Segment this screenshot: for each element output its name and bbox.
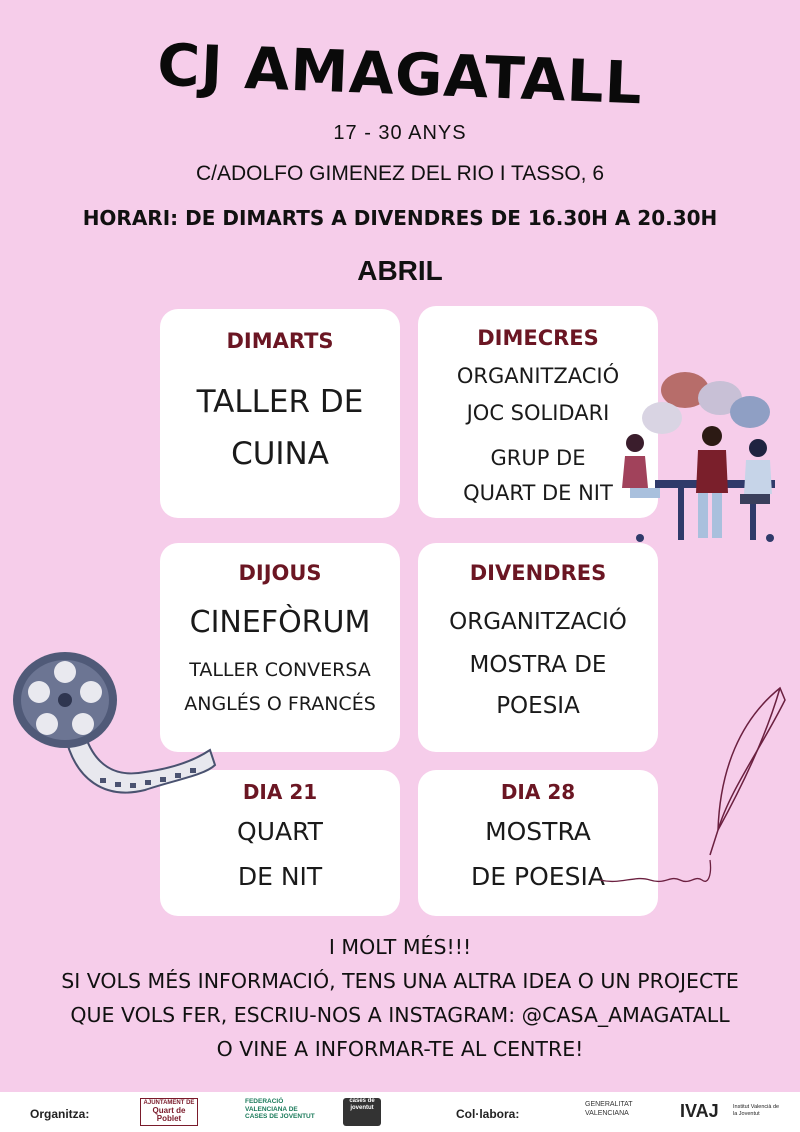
- card-day-label: DIMECRES: [477, 326, 599, 350]
- quart-de-poblet-logo: [140, 1098, 198, 1126]
- generalitat-logo: GENERALITAT VALENCIANA: [585, 1101, 633, 1117]
- card-text: QUART: [237, 817, 323, 846]
- card-text: DE NIT: [237, 862, 323, 891]
- contact-line: SI VOLS MÉS INFORMACIÓ, TENS UNA ALTRA IDEA O UN PROJECTE: [61, 969, 739, 993]
- card-day-label: DIA 28: [500, 780, 576, 804]
- card-text: CINEFÒRUM: [189, 605, 371, 640]
- address: C/ADOLFO GIMENEZ DEL RIO I TASSO, 6: [195, 162, 605, 185]
- card-text: ANGLÉS O FRANCÉS: [184, 693, 376, 715]
- card-day-label: DIMARTS: [226, 329, 334, 353]
- contact-info: [0, 930, 800, 1066]
- card-text: TALLER DE: [196, 384, 364, 420]
- contact-line: O VINE A INFORMAR-TE AL CENTRE!: [216, 1037, 584, 1061]
- ivaj-subtitle: Institut Valencià de la Joventut: [733, 1104, 780, 1117]
- card-text: JOC SOLIDARI: [466, 401, 610, 425]
- card-dimarts: [160, 309, 400, 518]
- card-text: TALLER CONVERSA: [189, 659, 371, 681]
- card-day-label: DIJOUS: [238, 561, 322, 585]
- feather-pen-illustration: [590, 680, 795, 895]
- card-day-label: DIA 21: [242, 780, 318, 804]
- age-range: 17 - 30 ANYS: [333, 122, 467, 144]
- contact-line: QUE VOLS FER, ESCRIU-NOS A INSTAGRAM: @CASA_AMAGATALL: [70, 1003, 730, 1027]
- card-text: POESIA: [496, 693, 580, 719]
- ivaj-logo: IVAJ: [680, 1101, 719, 1121]
- cases-joventut-logo: cases de joventut: [343, 1098, 381, 1126]
- colabora-label: Col·labora:: [456, 1107, 520, 1121]
- card-text: QUART DE NIT: [463, 481, 613, 505]
- film-reel-illustration: [5, 640, 220, 820]
- contact-line: I MOLT MÉS!!!: [328, 935, 472, 959]
- card-text: GRUP DE: [490, 446, 586, 470]
- card-text: MOSTRA DE: [469, 652, 607, 678]
- card-text: MOSTRA: [485, 817, 591, 846]
- card-text: ORGANITZACIÓ: [449, 609, 627, 635]
- federacio-logo: FEDERACIÓ VALENCIANA DE CASES DE JOVENTUT: [245, 1098, 315, 1120]
- month-heading: ABRIL: [357, 255, 443, 286]
- sponsors-footer: [0, 1092, 800, 1132]
- organitza-label: Organitza:: [30, 1107, 90, 1121]
- logo-text: AJUNTAMENT DE: [143, 1100, 195, 1106]
- poster-title: CJ AMAGATALL: [156, 30, 644, 118]
- card-text: ORGANITZACIÓ: [456, 364, 620, 388]
- opening-hours: HORARI: DE DIMARTS A DIVENDRES DE 16.30H A 20.30H: [82, 206, 718, 230]
- logo-text: Quart de Poblet: [152, 1106, 186, 1123]
- card-text: CUINA: [231, 436, 329, 472]
- people-meeting-illustration: [600, 368, 795, 550]
- card-day-label: DIVENDRES: [469, 561, 607, 585]
- card-text: DE POESIA: [471, 862, 605, 891]
